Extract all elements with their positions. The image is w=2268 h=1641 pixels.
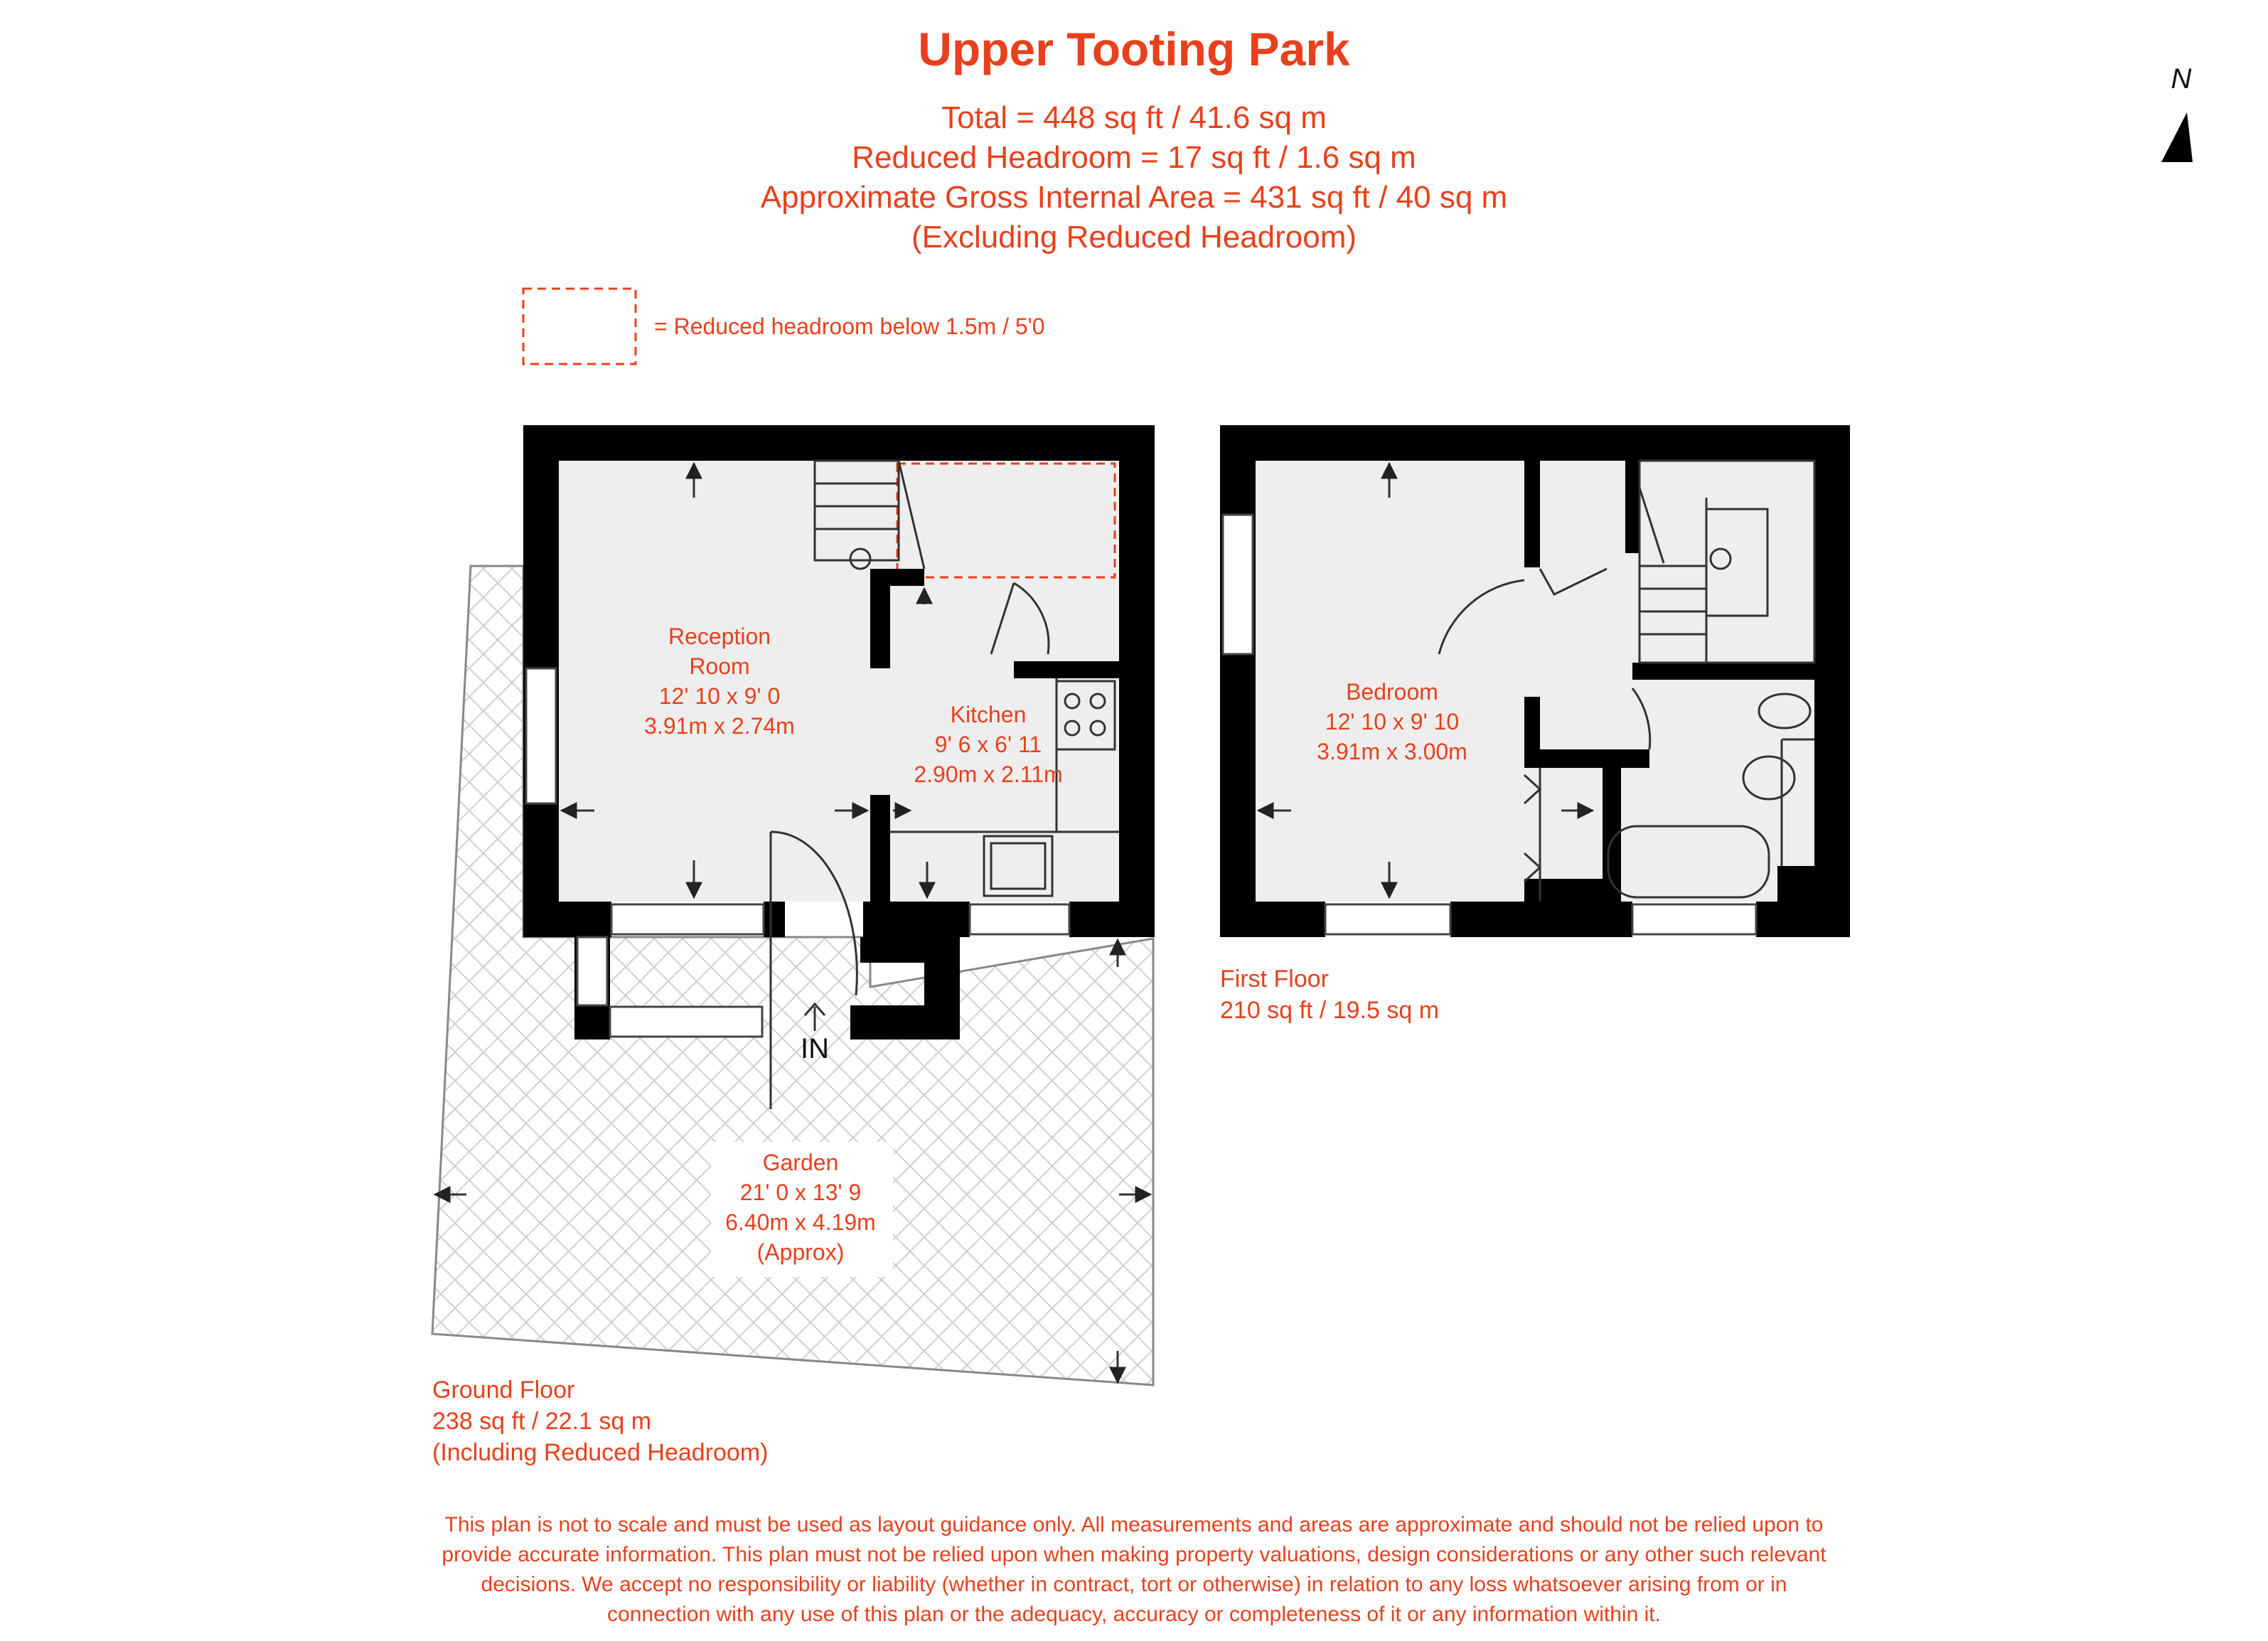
reduced-headroom-area: Reduced Headroom = 17 sq ft / 1.6 sq m <box>852 140 1416 175</box>
bedroom-window-south <box>1325 904 1450 934</box>
first-floor-plan <box>1220 425 1850 937</box>
north-compass <box>2161 63 2193 162</box>
garden-note: (Approx) <box>756 1239 845 1265</box>
reception-metric: 3.91m x 2.74m <box>644 713 795 739</box>
ground-floor-plan <box>432 425 1155 1385</box>
legend-label: = Reduced headroom below 1.5m / 5'0 <box>654 314 1045 339</box>
gross-internal-area: Approximate Gross Internal Area = 431 sq ft / 40 sq m <box>760 180 1508 215</box>
porch-window-west <box>577 937 607 1005</box>
compass-letter: N <box>2171 63 2192 95</box>
bedroom-metric: 3.91m x 3.00m <box>1317 739 1467 764</box>
garden-label: Garden <box>762 1150 839 1175</box>
kitchen-imperial: 9' 6 x 6' 11 <box>934 732 1042 757</box>
porch-window-south <box>610 1007 762 1037</box>
first-floor-name: First Floor <box>1220 966 1329 993</box>
disclaimer-line-3: decisions. We accept no responsibility or liability (whether in contract, tort or otherwise) in relation to any loss whatsoever arising from or in <box>481 1573 1787 1596</box>
plan-title: Upper Tooting Park <box>918 23 1350 75</box>
bedroom-imperial: 12' 10 x 9' 10 <box>1325 709 1460 734</box>
garden-imperial: 21' 0 x 13' 9 <box>739 1180 862 1205</box>
ground-floor-name: Ground Floor <box>432 1377 575 1404</box>
kitchen-window-south <box>970 904 1069 934</box>
entrance-label: IN <box>801 1033 829 1064</box>
north-arrow-icon <box>2161 112 2193 162</box>
total-area: Total = 448 sq ft / 41.6 sq m <box>941 100 1327 135</box>
excluding-note: (Excluding Reduced Headroom) <box>911 220 1357 255</box>
disclaimer-line-2: provide accurate information. This plan must not be relied upon when making property valuations, design considerations or any other such relevant <box>442 1543 1826 1566</box>
kitchen-metric: 2.90m x 2.11m <box>914 761 1063 787</box>
disclaimer-line-4: connection with any use of this plan or the adequacy, accuracy or completeness of it or any information within it. <box>607 1603 1661 1626</box>
bedroom-label: Bedroom <box>1346 679 1438 705</box>
reception-window-west <box>526 668 556 803</box>
reception-window-south <box>611 904 764 934</box>
kitchen-label: Kitchen <box>950 702 1027 727</box>
bathroom-window-south <box>1632 904 1756 934</box>
reception-label-1: Reception <box>668 624 771 649</box>
reception-label-2: Room <box>689 653 750 679</box>
legend-swatch <box>523 289 636 364</box>
reception-imperial: 12' 10 x 9' 0 <box>658 683 781 709</box>
bedroom-window-west <box>1223 515 1253 654</box>
disclaimer-line-1: This plan is not to scale and must be used as layout guidance only. All measurements and areas are approximate and should not be relied upon to <box>444 1513 1824 1536</box>
ground-floor-note: (Including Reduced Headroom) <box>432 1439 769 1466</box>
ground-floor-area: 238 sq ft / 22.1 sq m <box>432 1408 652 1435</box>
garden-metric: 6.40m x 4.19m <box>725 1209 876 1235</box>
first-floor-area: 210 sq ft / 19.5 sq m <box>1220 997 1440 1024</box>
